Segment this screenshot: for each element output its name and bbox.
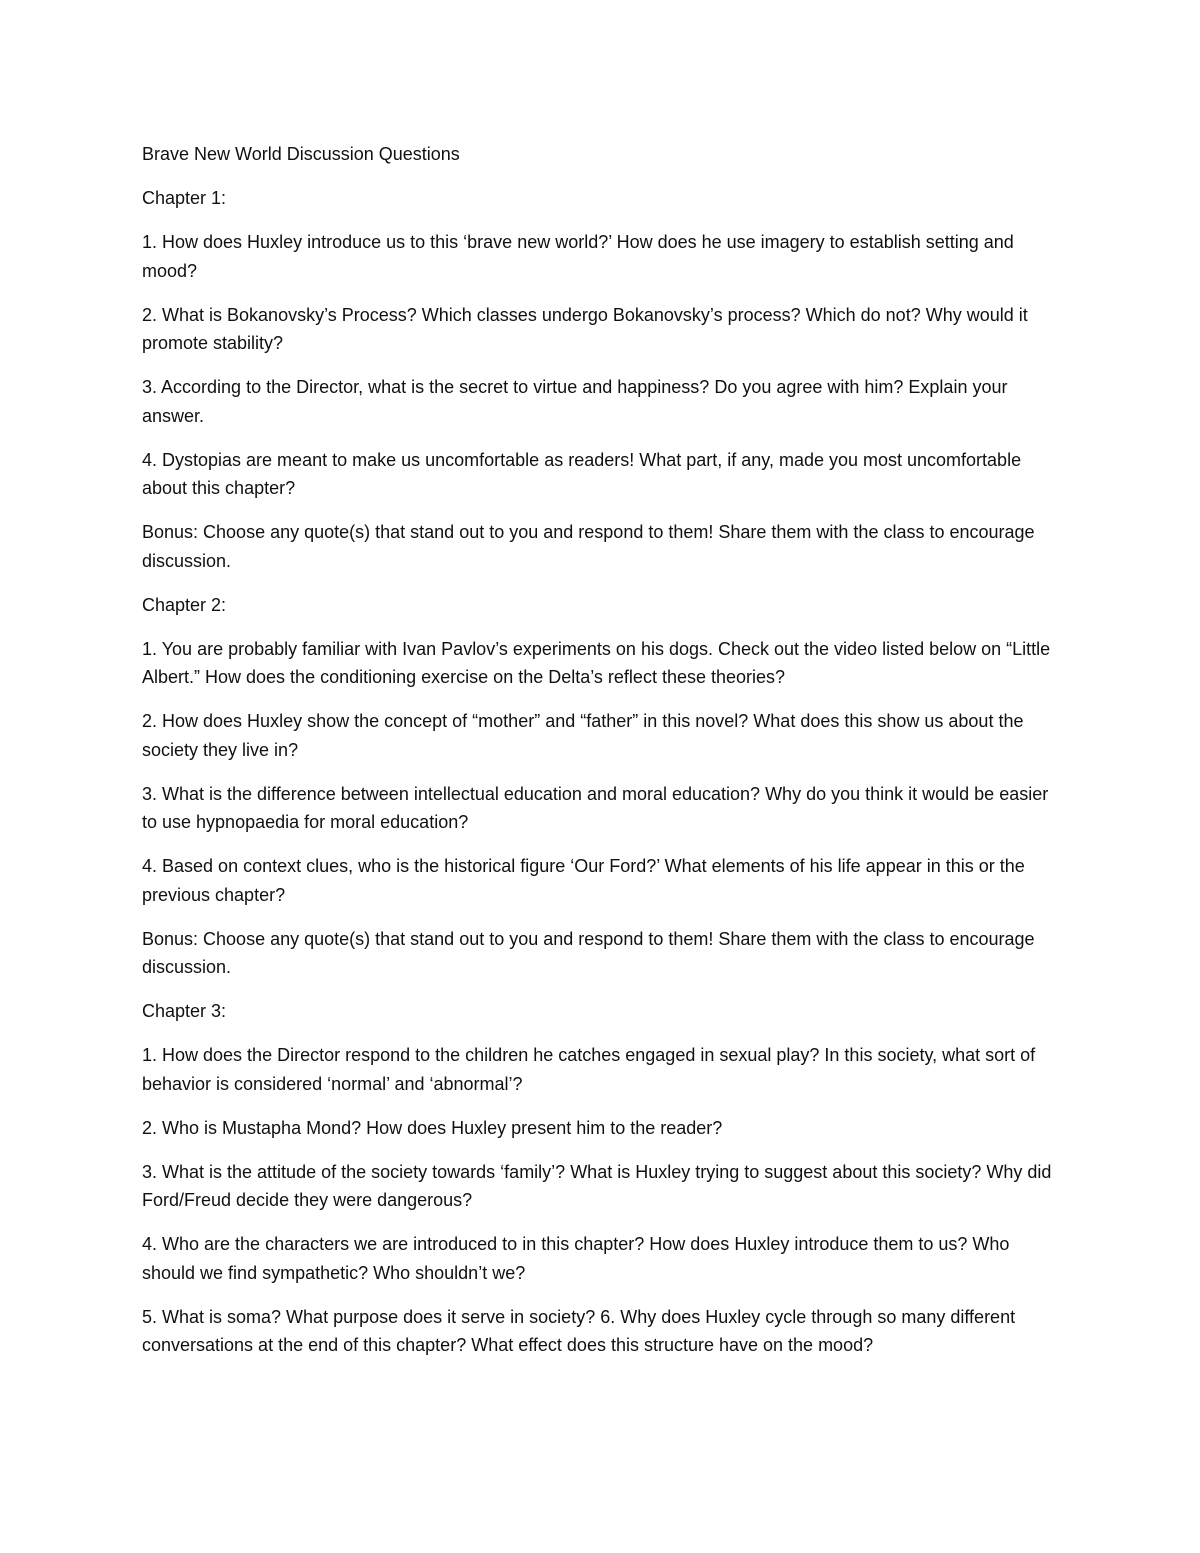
chapter-2-bonus: Bonus: Choose any quote(s) that stand out to you and respond to them! Share them with the class to encourage discussion. xyxy=(142,928,1035,977)
chapter-2-question-4: 4. Based on context clues, who is the historical figure ‘Our Ford?’ What elements of his life appear in this or the previous chapter? xyxy=(142,856,1025,905)
document-title: Brave New World Discussion Questions xyxy=(142,144,460,164)
chapter-2-question-2: 2. How does Huxley show the concept of “mother” and “father” in this novel? What does this show us about the society they live in? xyxy=(142,711,1024,760)
chapter-3-question-4: 4. Who are the characters we are introduced to in this chapter? How does Huxley introduce them to us? Who should we find sympathetic? Who shouldn’t we? xyxy=(142,1234,1010,1283)
chapter-2-question-1: 1. You are probably familiar with Ivan Pavlov’s experiments on his dogs. Check out the video listed below on “Little Albert.” How does the conditioning exercise on the Delta’s reflect these theories? xyxy=(142,638,1051,687)
chapter-1-bonus: Bonus: Choose any quote(s) that stand out to you and respond to them! Share them with the class to encourage discussion. xyxy=(142,522,1035,571)
chapter-2-question-3: 3. What is the difference between intellectual education and moral education? Why do you think it would be easier to use hypnopaedia for moral education? xyxy=(142,783,1049,832)
chapter-3-question-1: 1. How does the Director respond to the children he catches engaged in sexual play? In this society, what sort of behavior is considered ‘normal’ and ‘abnormal’? xyxy=(142,1045,1036,1094)
chapter-3-question-3: 3. What is the attitude of the society towards ‘family’? What is Huxley trying to suggest about this society? Why did Ford/Freud decide they were dangerous? xyxy=(142,1161,1052,1210)
chapter-2-heading: Chapter 2: xyxy=(142,594,227,615)
chapter-1-question-1: 1. How does Huxley introduce us to this ‘brave new world?’ How does he use imagery to establish setting and mood? xyxy=(142,232,1014,281)
chapter-1-question-2: 2. What is Bokanovsky’s Process? Which classes undergo Bokanovsky’s process? Which do not? Why would it promote stability? xyxy=(142,304,1028,353)
chapter-3-question-2: 2. Who is Mustapha Mond? How does Huxley present him to the reader? xyxy=(142,1117,723,1138)
document-body xyxy=(142,140,1067,1375)
chapter-1-question-4: 4. Dystopias are meant to make us uncomfortable as readers! What part, if any, made you most uncomfortable about this chapter? xyxy=(142,449,1022,498)
chapter-3-question-5: 5. What is soma? What purpose does it serve in society? 6. Why does Huxley cycle through so many different conversations at the end of this chapter? What effect does this structure have on the mood? xyxy=(142,1306,1016,1355)
chapter-1-question-3: 3. According to the Director, what is the secret to virtue and happiness? Do you agree with him? Explain your answer. xyxy=(142,377,1008,426)
chapter-3-heading: Chapter 3: xyxy=(142,1001,227,1021)
chapter-1-heading: Chapter 1: xyxy=(142,188,227,208)
